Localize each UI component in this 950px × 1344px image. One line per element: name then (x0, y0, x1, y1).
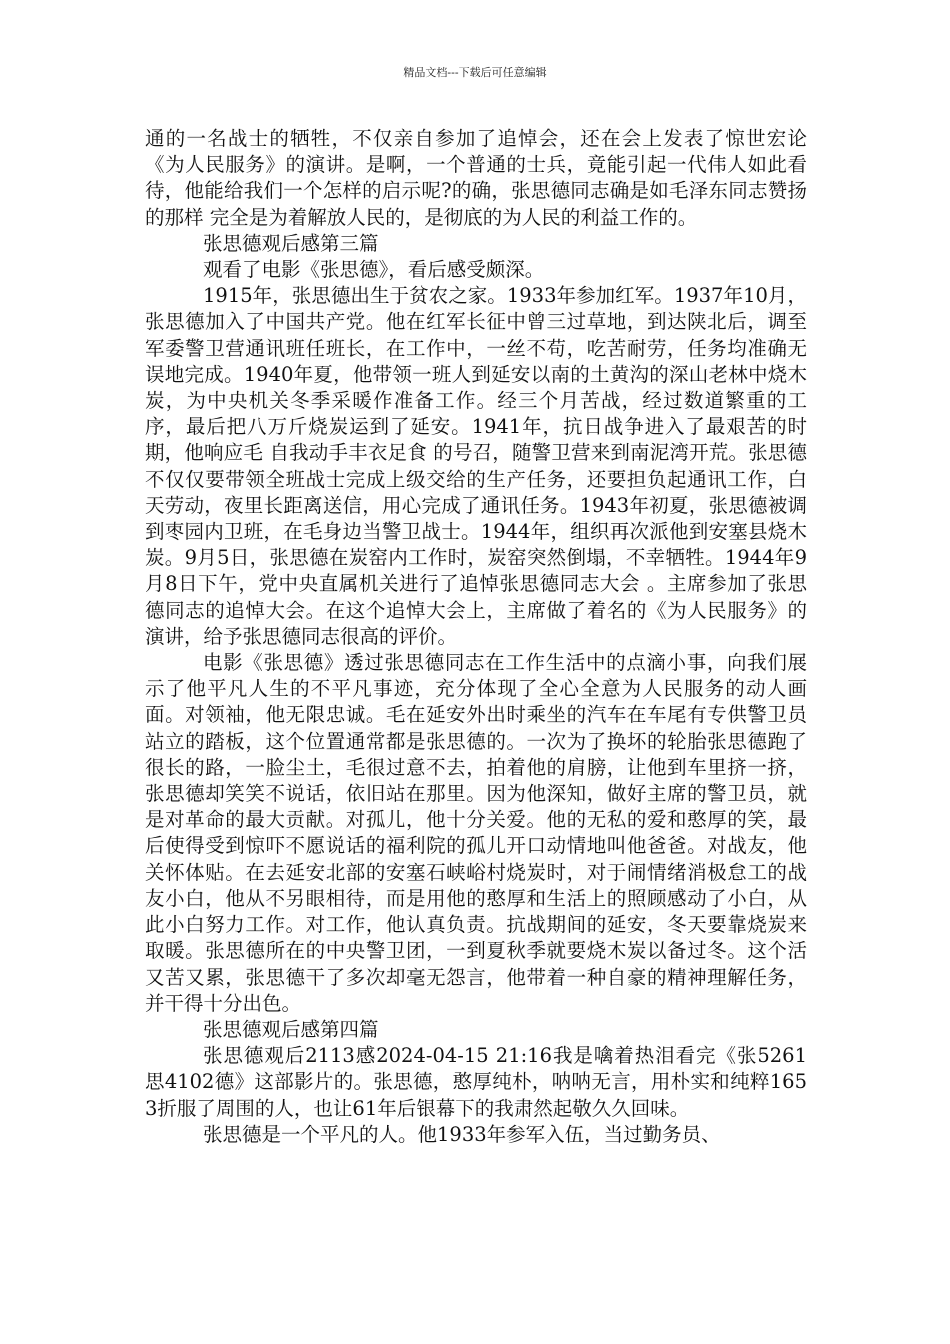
paragraph-intro-continuation: 通的一名战士的牺牲，不仅亲自参加了追悼会，还在会上发表了惊世宏论《为人民服务》的演讲。是啊，一个普通的士兵，竟能引起一代伟人如此看待，他能给我们一个怎样的启示呢?的确，张思德同志确是如毛泽东同志赞扬的那样 完全是为着解放人民的，是彻底的为人民的利益工作的。 (145, 127, 807, 229)
paragraph-film-review: 电影《张思德》透过张思德同志在工作生活中的点滴小事，向我们展示了他平凡人生的不平凡事迹，充分体现了全心全意为人民服务的动人画面。对领袖，他无限忠诚。毛在延安外出时乘坐的汽车在车尾有专供警卫员站立的踏板，这个位置通常都是张思德的。一次为了换坏的轮胎张思德跑了很长的路，一脸尘土，毛很过意不去，拍着他的肩膀，让他到车里挤一挤，张思德却笑笑不说话，依旧站在那里。因为他深知，做好主席的警卫员，就是对革命的最大贡献。对孤儿，他十分关爱。他的无私的爱和憨厚的笑，最后使得受到惊吓不愿说话的福利院的孤儿开口动情地叫他爸爸。对战友，他关怀体贴。在去延安北部的安塞石峡峪村烧炭时，对于闹情绪消极怠工的战友小白，他从不另眼相待，而是用他的憨厚和生活上的照顾感动了小白，从此小白努力工作。对工作，他认真负责。抗战期间的延安，冬天要靠烧炭来取暖。张思德所在的中央警卫团，一到夏秋季就要烧木炭以备过冬。这个活又苦又累，张思德干了多次却毫无怨言，他带着一种自豪的精神理解任务，并干得十分出色。 (145, 651, 807, 1015)
section-title-part-three: 张思德观后感第三篇 (203, 231, 379, 255)
paragraph-opening: 观看了电影《张思德》，看后感受颇深。 (203, 258, 545, 282)
document-body (145, 126, 807, 1148)
paragraph-biography: 1915年，张思德出生于贫农之家。1933年参加红军。1937年10月，张思德加入了中国共产党。他在红军长征中曾三过草地，到达陕北后，调至军委警卫营通讯班任班长，在工作中，一丝不苟，吃苦耐劳，任务均准确无误地完成。1940年夏，他带领一班人到延安以南的土黄沟的深山老林中烧木炭，为中央机关冬季采暖作准备工作。经三个月苦战，经过数道繁重的工序，最后把八万斤烧炭运到了延安。1941年，抗日战争进入了最艰苦的时期，他响应毛 自我动手丰衣足食 的号召，随警卫营来到南泥湾开荒。张思德不仅仅要带领全班战士完成上级交给的生产任务，还要担负起通讯工作，白天劳动，夜里长距离送信，用心完成了通讯任务。1943年初夏，张思德被调到枣园内卫班，在毛身边当警卫战士。1944年，组织再次派他到安塞县烧木炭。9月5日，张思德在炭窑内工作时，炭窑突然倒塌，不幸牺牲。1944年9月8日下午，党中央直属机关进行了追悼张思德同志大会 。主席参加了张思德同志的追悼大会。在这个追悼大会上，主席做了着名的《为人民服务》的演讲，给予张思德同志很高的评价。 (145, 284, 807, 648)
section-title-part-four: 张思德观后感第四篇 (203, 1017, 379, 1041)
paragraph-ordinary-man: 张思德是一个平凡的人。他1933年参军入伍，当过勤务员、 (203, 1122, 721, 1146)
paragraph-viewing-notes: 张思德观后2113感2024-04-15 21:16我是噙着热泪看完《张5261思4102德》这部影片的。张思德，憨厚纯朴，呐呐无言，用朴实和纯粹1653折服了周围的人，也让61年后银幕下的我肃然起敬久久回味。 (145, 1044, 807, 1120)
page-header: 精品文档---下载后可任意编辑 (403, 66, 547, 79)
